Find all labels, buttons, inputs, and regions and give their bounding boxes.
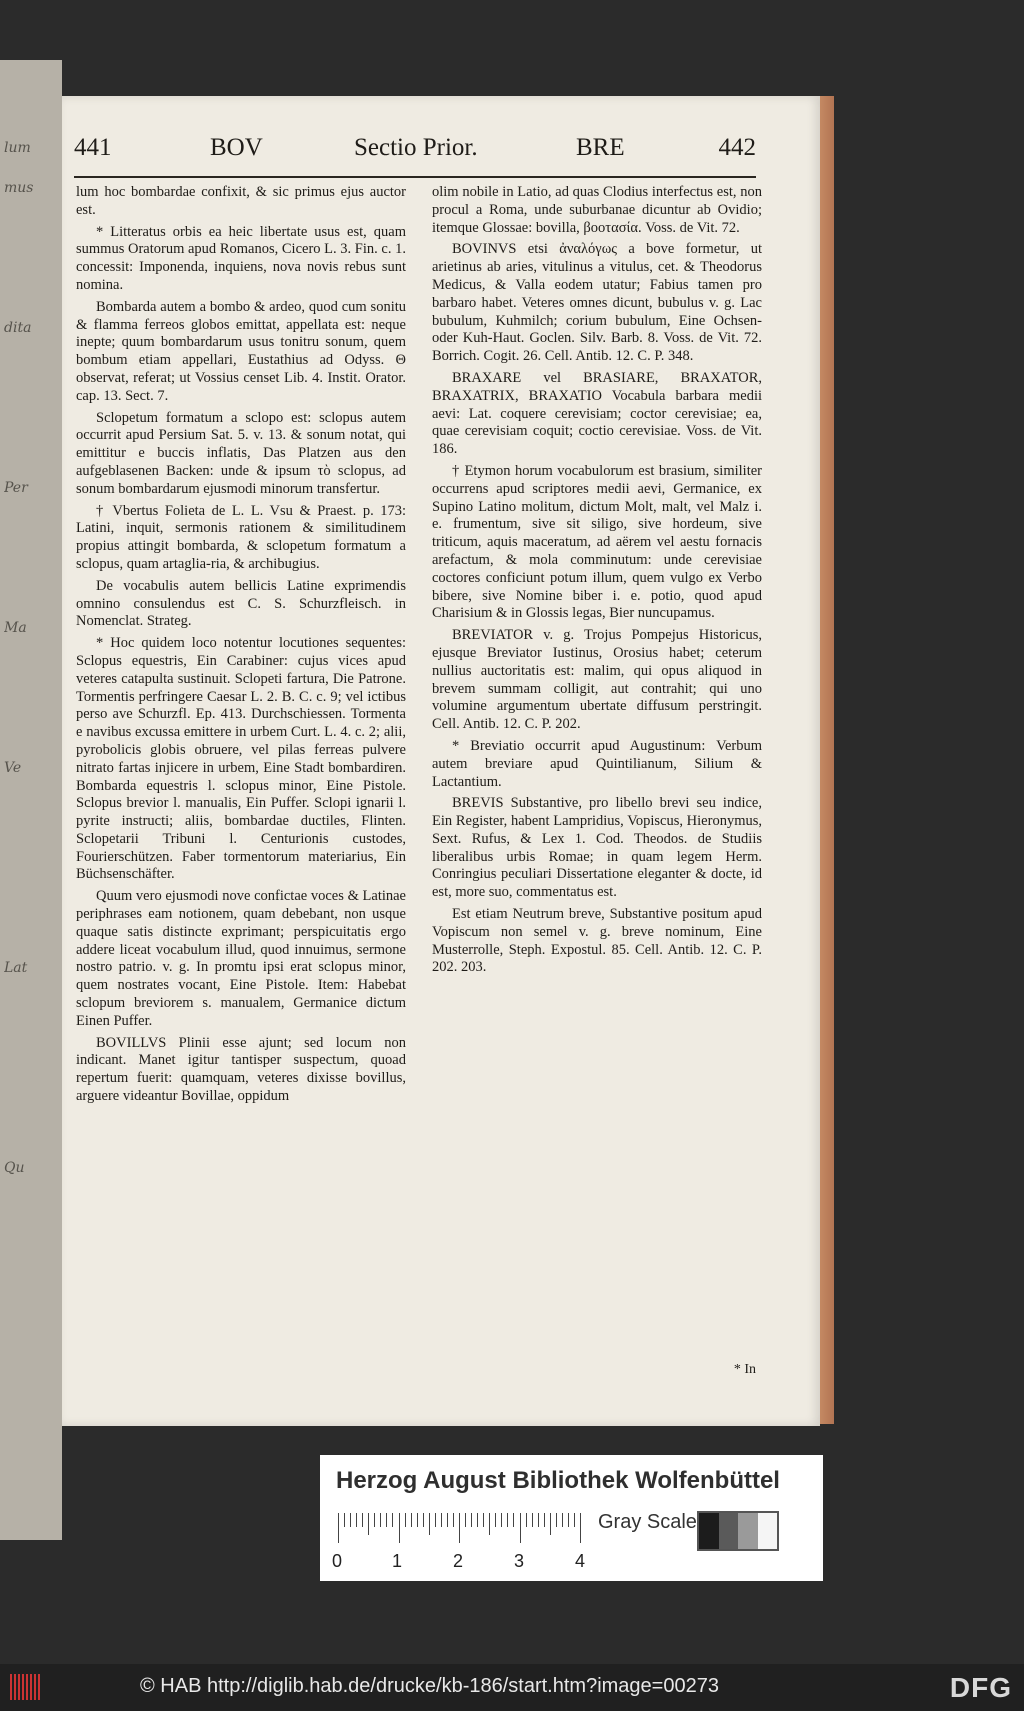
catchword: * In xyxy=(733,1362,756,1377)
ruler-tick xyxy=(362,1513,363,1527)
paragraph: lum hoc bombardae confixit, & sic primus ejus auctor est. xyxy=(76,184,406,218)
ruler-tick xyxy=(477,1513,478,1527)
ruler-tick xyxy=(453,1513,454,1527)
paragraph: BRAXARE vel BRASIARE, BRAXATOR, BRAXATRIX, BRAXATIO Vocabula barbara medii aevi: Lat. coquere cerevisiam; coctor cerevisiae; ea, quae cerevisiam coquit; coctio cerevisiae. Voss. de Vit. 186. xyxy=(432,369,762,458)
page-number-right: 442 xyxy=(718,134,756,161)
ruler-tick xyxy=(356,1513,357,1527)
ruler-tick xyxy=(526,1513,527,1527)
ruler-tick xyxy=(562,1513,563,1527)
ruler-tick xyxy=(429,1513,430,1535)
previous-page-edge: lum mus dita Per Ma Ve Lat Qu xyxy=(0,60,62,1540)
book-page xyxy=(62,96,820,1426)
paragraph: BREVIS Substantive, pro libello brevi seu indice, Ein Register, habent Lampridius, Vopiscus, Hieronymus, Sext. Rufus, & Lex 1. Cod. Theodos. de Studiis liberalibus urbis Romae; in quam legem Herm. Conringius peculiari Dissertatione eleganter & docte, id est, more suo, commentatus est. xyxy=(432,795,762,901)
ruler-tick xyxy=(501,1513,502,1527)
ruler-tick xyxy=(513,1513,514,1527)
ruler-tick xyxy=(459,1513,460,1543)
ruler-tick xyxy=(411,1513,412,1527)
ruler-tick xyxy=(483,1513,484,1527)
ruler-tick xyxy=(520,1513,521,1543)
ruler-tick xyxy=(550,1513,551,1535)
ruler-tick xyxy=(556,1513,557,1527)
paragraph: BREVIATOR v. g. Trojus Pompejus Historicus, ejusque Breviator Iustinus, Orosius habet; ceterum nullius auctoritatis est: malim, qui opus aliquod in brevem summam colligit, aut contrahit; qui uno volumine argumentum ubertate diffusum perstringit. Cell. Antib. 12. C. P. 202. xyxy=(432,627,762,733)
ruler-tick xyxy=(574,1513,575,1527)
ruler-tick xyxy=(538,1513,539,1527)
ruler-number: 4 xyxy=(575,1551,586,1571)
catch-word-left: BOV xyxy=(210,134,263,161)
ruler-tick xyxy=(344,1513,345,1527)
paragraph: Est etiam Neutrum breve, Substantive positum apud Vopiscum non semel v. g. breve nominum, Eine Musterrolle, Steph. Expostul. 85. Cell. Antib. 12. C. P. 202. 203. xyxy=(432,906,762,976)
paragraph: Bombarda autem a bombo & ardeo, quod cum sonitu & flamma ferreos globos emittat, appellata est: neque inepte; quum bombardarum usus tonitru sonum, quem bombum etiam appellari, Eustathius ad Odyss. Θ observat, referat; ut Vossius censet Lib. 4. Instit. Orator. cap. 13. Sect. 7. xyxy=(76,298,406,404)
right-column xyxy=(432,184,762,981)
color-calibration-bar xyxy=(320,1455,823,1581)
ruler-tick xyxy=(489,1513,490,1535)
paragraph: * Hoc quidem loco notentur locutiones sequentes: Sclopus equestris, Ein Carabiner: cujus vices apud veteres catapulta sustinuit. Sclopeti fartura, Die Patrone. Tormentis perfringere Caesar L. 2. B. C. c. 9; vel ictibus perso ave Schurzfl. Ep. 413. Durchschiessen. Tormenta e navibus excussa emittere in urbem Curt. L. 4. c. 2; alii, pyrobolicis globis obruere, vel pilas ferreas pulvere nitrato fartas injicere in urbem, Eine Stadt bombardiren. Bombarda equestris l. sclopus minor, Eine Pistole. Sclopus brevior l. manualis, Ein Puffer. Sclopi ignarii l. pyrite instructi; aliis, bombardae ductiles, Flinten. Sclopetarii Tribuni l. Centurionis custodes, Fourierschützen. Faber tormentorum materiarius, Ein Büchsenschäfter. xyxy=(76,635,406,883)
ruler-number: 1 xyxy=(392,1551,403,1571)
gray-swatch xyxy=(738,1513,758,1549)
paragraph: Quum vero ejusmodi nove confictae voces & Latinae periphrases eam notionem, quam debebant, non usque quaque satis distincte exprimant; perspicuitatis ergo addere liceat vocabulum illud, quod innuimus, sermone nostro patrio. v. g. In promtu ipsi erat sclopus minor, quem nostrates vocant, Eine Pistole. Item: Habebat sclopum breviorem s. manualem, Germanice dictum Einen Puffer. xyxy=(76,888,406,1029)
ruler-tick xyxy=(405,1513,406,1527)
ruler-tick xyxy=(568,1513,569,1527)
paragraph: BOVILLVS Plinii esse ajunt; sed locum non indicant. Manet igitur tantisper suspectum, quoad repertum fuerit: quamquam, veteres dixisse bovillus, arguere videantur Bovillae, oppidum xyxy=(76,1034,406,1105)
paragraph: † Vbertus Folieta de L. L. Vsu & Praest. p. 173: Latini, inquit, sermonis rationem & similitudinem propius attingit bombarda, & sclopetum formatum a sclopus, quam artaglia-ria, & archibugius. xyxy=(76,502,406,572)
paragraph: BOVINVS etsi ἀναλόγως a bove formetur, ut arietinus ab aries, vitulinus a vitulus, cet. & Theodorus Medicus, & Valla eodem utatur; Fabius tamen pro barbaro habet. Veteres omnes dicunt, bubulus v. g. Lac bubulum, Kuhmilch; corium bubulum, Eine Ochsen- oder Kuh-Haut. Goclen. Silv. Barb. 8. Voss. de Vit. 72. Borrich. Cogit. 26. Cell. Antib. 12. C. P. 348. xyxy=(432,241,762,365)
head-rule xyxy=(74,176,756,178)
ruler-tick xyxy=(441,1513,442,1527)
dfg-logo: DFG xyxy=(949,1672,1012,1703)
ruler-tick xyxy=(350,1513,351,1527)
paragraph: De vocabulis autem bellicis Latine exprimendis omnino consulendus est C. S. Schurzfleisch. in Nomenclat. Strateg. xyxy=(76,577,406,630)
gray-scale-label: Gray Scale xyxy=(598,1511,697,1533)
ruler-numbers xyxy=(332,1551,602,1575)
ruler-tick xyxy=(532,1513,533,1527)
ruler-tick xyxy=(465,1513,466,1527)
ruler-tick xyxy=(338,1513,339,1543)
paragraph: * Litteratus orbis ea heic libertate usus est, quam summus Oratorum apud Romanos, Cicero L. 3. Fin. c. 1. concessit: Imponenda, inquiens, nova novis rebus sunt nomina. xyxy=(76,223,406,293)
ruler-tick xyxy=(386,1513,387,1527)
ruler-tick xyxy=(399,1513,400,1543)
gray-swatch xyxy=(758,1513,778,1549)
hab-logo-icon xyxy=(10,1674,42,1700)
catch-word-right: BRE xyxy=(576,134,625,161)
gray-scale-swatches xyxy=(697,1511,779,1551)
ruler-tick xyxy=(544,1513,545,1527)
section-title: Sectio Prior. xyxy=(354,134,478,161)
paragraph: olim nobile in Latio, ad quas Clodius interfectus est, non procul a Roma, unde suburbanae dicuntur ab Ovidio; itemque Glossae: bovilla, βοοτασία. Voss. de Vit. 72. xyxy=(432,184,762,236)
page-number-left: 441 xyxy=(74,134,112,161)
gray-swatch xyxy=(719,1513,739,1549)
ruler-tick xyxy=(507,1513,508,1527)
ruler-number: 3 xyxy=(514,1551,525,1571)
ruler-tick xyxy=(423,1513,424,1527)
running-head xyxy=(74,134,756,174)
ruler-number: 2 xyxy=(453,1551,464,1571)
gray-swatch xyxy=(699,1513,719,1549)
library-name: Herzog August Bibliothek Wolfenbüttel xyxy=(336,1467,780,1494)
paragraph: † Etymon horum vocabulorum est brasium, similiter occurrens apud scriptores medii aevi, Germanice, ex Supino Latino molitum, dictum Molt, malt, vel Malz i. e. frumentum, sive sit siligo, sive hordeum, sive triticum, aquis maceratum, ad aërem vel aestu fornacis arefactum, & mola comminutum: unde cerevisiae coctores conficiunt potum illum, quem vulgo ex Verbo bibere, sive Nomine biber i. e. potio, quod apud Charisium & in Glossis legas, Bier nuncupamus. xyxy=(432,462,762,622)
ruler-tick xyxy=(417,1513,418,1527)
ruler-number: 0 xyxy=(332,1551,343,1571)
footer-bar xyxy=(0,1664,1024,1711)
ruler-tick xyxy=(380,1513,381,1527)
paragraph: * Breviatio occurrit apud Augustinum: Verbum autem breviare apud Quintilianum, Silium & Lactantium. xyxy=(432,737,762,790)
paragraph: Sclopetum formatum a sclopo est: sclopus autem occurrit apud Persium Sat. 5. v. 13. & sonum notat, qui emittitur e buccis inflatis, Das Platzen aus den aufgeblasenen Backen: unde & ipsum τὸ sclopus, ad sonum bombardarum ejusmodi minorum transfertur. xyxy=(76,409,406,497)
ruler-tick xyxy=(368,1513,369,1535)
ruler-tick xyxy=(374,1513,375,1527)
ruler-tick xyxy=(447,1513,448,1527)
ruler-tick xyxy=(471,1513,472,1527)
ruler-tick xyxy=(435,1513,436,1527)
ruler-scale xyxy=(338,1513,583,1543)
ruler-tick xyxy=(392,1513,393,1527)
copyright-link[interactable]: © HAB http://diglib.hab.de/drucke/kb-186/start.htm?image=00273 xyxy=(140,1675,719,1697)
ruler-tick xyxy=(495,1513,496,1527)
ruler-tick xyxy=(580,1513,581,1543)
left-column xyxy=(76,184,406,1110)
